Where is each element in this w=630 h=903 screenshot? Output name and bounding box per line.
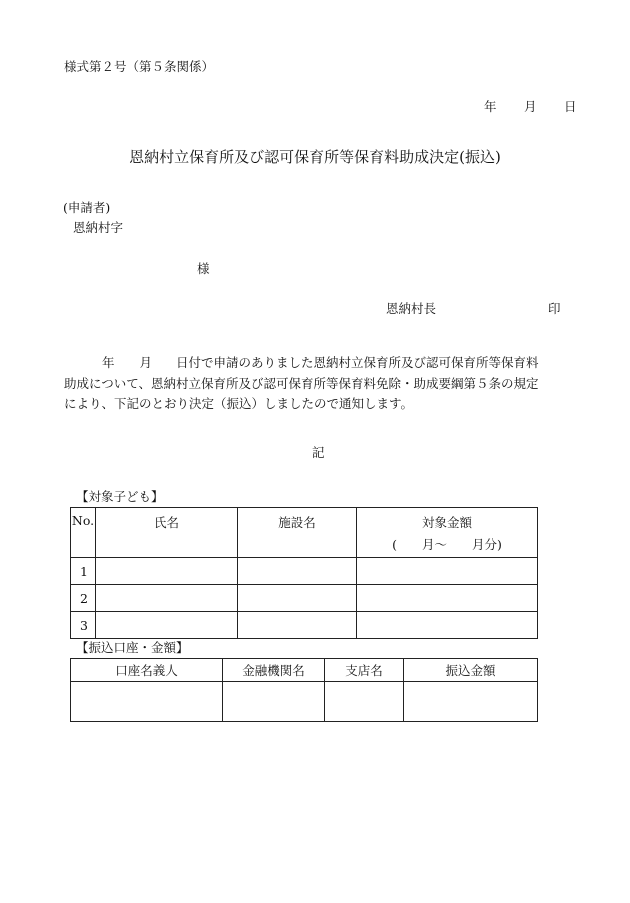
- child-name-cell[interactable]: [96, 558, 238, 585]
- notice-month-label: 月: [139, 355, 153, 370]
- children-section-heading: 【対象子ども】: [76, 489, 164, 504]
- notice-line-2: 助成について、恩納村立保育所及び認可保育所等保育料免除・助成要綱第５条の規定: [64, 375, 539, 391]
- document-title: 恩納村立保育所及び認可保育所等保育料助成決定(振込): [129, 148, 501, 166]
- children-table: [70, 507, 538, 639]
- row-number: 1: [71, 558, 96, 585]
- header-amount: [357, 508, 538, 558]
- header-amount-period: ( 月～ 月分): [392, 537, 502, 552]
- record-mark: 記: [312, 445, 325, 460]
- account-holder-cell[interactable]: [71, 682, 223, 722]
- notice-body: [64, 353, 579, 415]
- account-table: [70, 658, 538, 722]
- table-row: [71, 682, 538, 722]
- transfer-amount-cell[interactable]: [404, 682, 538, 722]
- table-row: [71, 612, 538, 639]
- header-account-holder: 口座名義人: [71, 659, 223, 682]
- child-name-cell[interactable]: [96, 612, 238, 639]
- amount-cell[interactable]: [357, 612, 538, 639]
- facility-cell[interactable]: [238, 612, 357, 639]
- date-year-label: 年: [484, 99, 497, 114]
- applicant-label: (申請者): [63, 200, 111, 215]
- child-name-cell[interactable]: [96, 585, 238, 612]
- table-row: [71, 585, 538, 612]
- header-bank-name: 金融機関名: [223, 659, 325, 682]
- header-no: No.: [71, 508, 96, 558]
- notice-line-3: により、下記のとおり決定（振込）しましたので通知します。: [64, 396, 414, 411]
- facility-cell[interactable]: [238, 558, 357, 585]
- honorific-sama: 様: [197, 261, 210, 276]
- amount-cell[interactable]: [357, 558, 538, 585]
- row-number: 3: [71, 612, 96, 639]
- notice-year-label: 年: [102, 355, 115, 370]
- header-branch-name: 支店名: [325, 659, 404, 682]
- account-section-heading: 【振込口座・金額】: [76, 640, 189, 655]
- notice-line-1-text: 日付で申請のありました恩納村立保育所及び認可保育所等保育料: [176, 355, 539, 370]
- header-facility: 施設名: [238, 508, 357, 558]
- facility-cell[interactable]: [238, 585, 357, 612]
- header-amount-label: 対象金額: [421, 515, 472, 530]
- form-number: 様式第２号（第５条関係）: [64, 59, 215, 74]
- date-day-label: 日: [564, 99, 577, 114]
- branch-name-cell[interactable]: [325, 682, 404, 722]
- bank-name-cell[interactable]: [223, 682, 325, 722]
- header-transfer-amount: 振込金額: [404, 659, 538, 682]
- row-number: 2: [71, 585, 96, 612]
- amount-cell[interactable]: [357, 585, 538, 612]
- account-table-header: [71, 659, 538, 682]
- date-month-label: 月: [524, 99, 537, 114]
- seal-mark: 印: [548, 301, 561, 316]
- mayor-name: 恩納村長: [386, 301, 437, 316]
- table-row: [71, 558, 538, 585]
- children-table-header: [71, 508, 538, 558]
- notice-line-1: [64, 353, 579, 374]
- header-name: 氏名: [96, 508, 238, 558]
- applicant-address: 恩納村字: [73, 220, 124, 235]
